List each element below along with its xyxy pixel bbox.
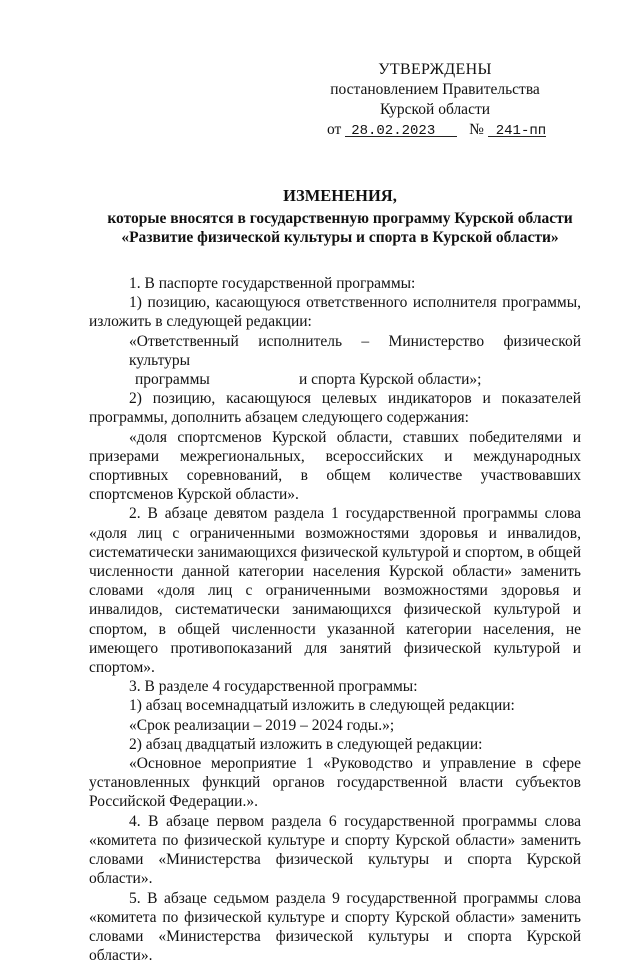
paragraph-1: 1. В паспорте государственной программы: <box>89 274 581 293</box>
number-label: № <box>469 121 484 138</box>
paragraph-12: 4. В абзаце первом раздела 6 государственной программы слова «комитета по физической культуре и спорту Курской области» заменить словами «Министерства физической культуры и спорта Курской области». <box>89 812 581 889</box>
approval-title: УТВЕРЖДЕНЫ <box>305 60 565 80</box>
approval-number: 241-пп <box>488 123 546 139</box>
paragraph-7: 3. В разделе 4 государственной программы: <box>89 677 581 696</box>
paragraph-3b <box>89 370 581 389</box>
approval-date-number-line <box>305 120 565 140</box>
paragraph-3a: «Ответственный исполнитель – Министерство физической культуры <box>89 332 581 370</box>
date-field <box>345 120 457 137</box>
paragraph-10: 2) абзац двадцатый изложить в следующей редакции: <box>89 735 581 754</box>
paragraph-5: «доля спортсменов Курской области, ставших победителями и призерами межрегиональных, всероссийских и международных спортивных соревнований, в общем количестве участвовавших спортсменов Курской области». <box>89 428 581 505</box>
document-title: ИЗМЕНЕНИЯ, <box>60 186 620 205</box>
paragraph-9: «Срок реализации – 2019 – 2024 годы.»; <box>89 716 581 735</box>
document-body <box>89 274 581 965</box>
paragraph-3b-left: программы <box>89 370 299 389</box>
document-subtitle-2: «Развитие физической культуры и спорта в Курской области» <box>60 228 620 247</box>
approval-date: 28.02.2023 <box>345 123 435 139</box>
paragraph-4: 2) позицию, касающуюся целевых индикаторов и показателей программы, дополнить абзацем следующего содержания: <box>89 389 581 427</box>
number-field <box>488 120 546 137</box>
approval-line-1: постановлением Правительства <box>305 80 565 100</box>
approval-line-2: Курской области <box>305 100 565 120</box>
document-heading <box>60 186 620 247</box>
from-label: от <box>327 121 341 138</box>
paragraph-3b-right: и спорта Курской области»; <box>299 370 581 389</box>
paragraph-11: «Основное мероприятие 1 «Руководство и управление в сфере установленных функций органов государственной власти субъектов Российской Федерации.». <box>89 754 581 812</box>
document-subtitle-1: которые вносятся в государственную программу Курской области <box>60 209 620 228</box>
approval-stamp <box>305 60 565 140</box>
paragraph-6: 2. В абзаце девятом раздела 1 государственной программы слова «доля лиц с ограниченными возможностями здоровья и инвалидов, систематически занимающихся физической культурой и спортом, в общей численности данной категории населения Курской области» заменить словами «доля лиц с ограниченными возможностями здоровья и инвалидов, систематически занимающихся физической культурой и спортом, в общей численности указанной категории населения, не имеющего противопоказаний для занятий физической культурой и спортом». <box>89 504 581 677</box>
paragraph-13: 5. В абзаце седьмом раздела 9 государственной программы слова «комитета по физической культуре и спорту Курской области» заменить словами «Министерства физической культуры и спорта Курской области». <box>89 889 581 965</box>
paragraph-8: 1) абзац восемнадцатый изложить в следующей редакции: <box>89 696 581 715</box>
paragraph-2: 1) позицию, касающуюся ответственного исполнителя программы, изложить в следующей редакции: <box>89 293 581 331</box>
